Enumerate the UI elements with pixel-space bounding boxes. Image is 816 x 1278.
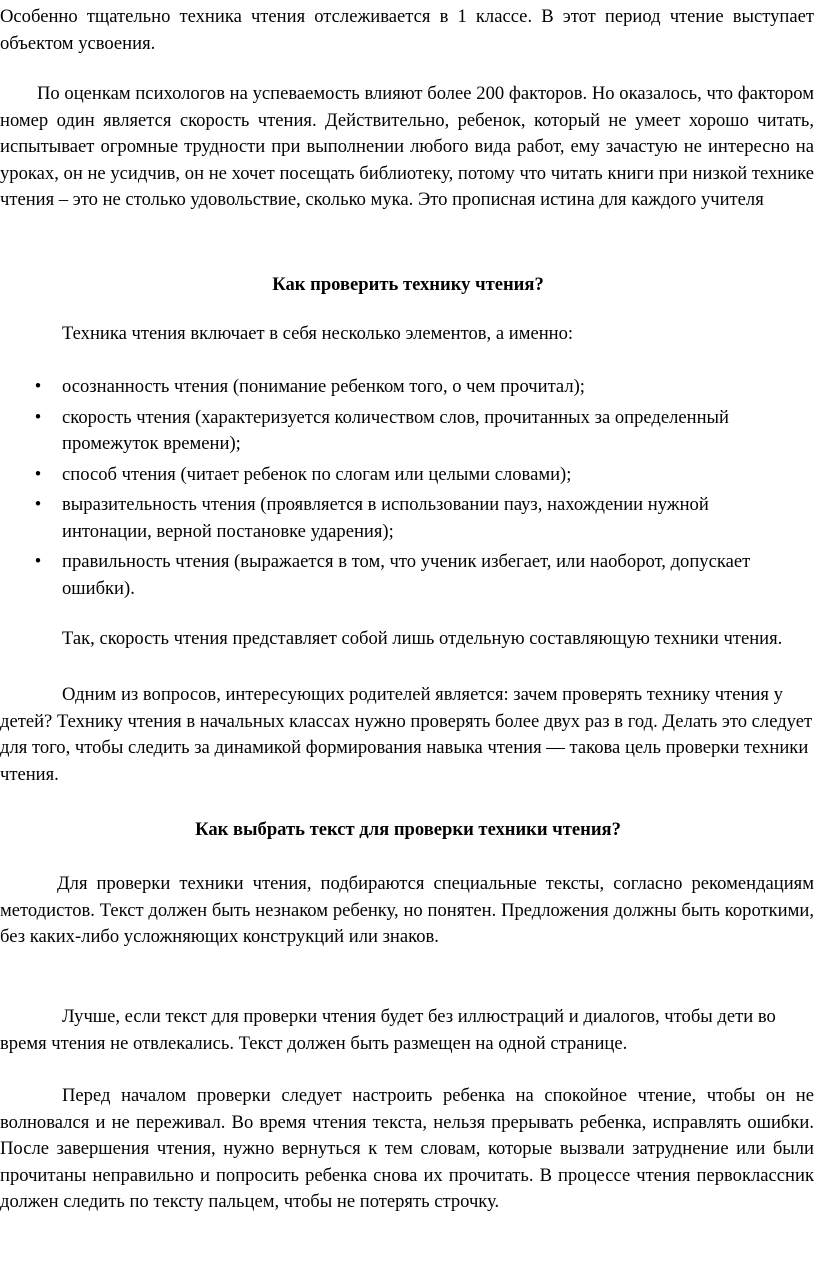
bullet-icon: • [34, 406, 42, 428]
heading-how-to-choose-text: Как выбрать текст для проверки техники чтения? [195, 819, 621, 840]
elements-intro-paragraph: Техника чтения включает в себя несколько элементов, а именно: [62, 323, 574, 344]
list-item [0, 374, 780, 401]
list-item-text: способ чтения (читает ребенок по слогам или целыми словами); [62, 463, 572, 485]
reading-elements-list [0, 374, 780, 606]
heading-how-to-check-reading: Как проверить технику чтения? [272, 274, 544, 295]
list-item-text: осознанность чтения (понимание ребенком того, о чем прочитал); [62, 376, 585, 397]
list-item-text: правильность чтения (выражается в том, что ученик избегает, или наоборот, допускает ошибки). [62, 551, 751, 599]
list-item [0, 492, 780, 545]
factors-paragraph: По оценкам психологов на успеваемость влияют более 200 факторов. Но оказалось, что фактором номер один является скорость чтения. Действительно, ребенок, который не умеет хорошо читать, испытывает огромные трудности при выполнении любого вида работ, ему зачастую не интересно на уроках, он не усидчив, он не хочет посещать библиотеку, потому что читать книги при низкой технике чтения – это не столько удовольствие, сколько мука. Это прописная истина для каждого учителя [0, 83, 814, 210]
list-item [0, 462, 780, 489]
bullet-icon: • [34, 551, 42, 572]
bullet-icon: • [34, 376, 42, 397]
bullet-icon: • [34, 494, 42, 515]
bullet-icon: • [34, 463, 42, 485]
illustrations-paragraph: Лучше, если текст для проверки чтения будет без иллюстраций и диалогов, чтобы дети во время чтения не отвлекались. Текст должен быть размещен на одной странице. [0, 1006, 776, 1054]
list-item-text: скорость чтения (характеризуется количеством слов, прочитанных за определенный промежуток времени); [62, 406, 729, 454]
text-choice-paragraph: Для проверки техники чтения, подбираются специальные тексты, согласно рекомендациям методистов. Текст должен быть незнаком ребенку, но понятен. Предложения должны быть короткими, без каких-либо усложняющих конструкций или знаков. [0, 873, 814, 947]
speed-paragraph: Так, скорость чтения представляет собой лишь отдельную составляющую техники чтения. [62, 628, 783, 649]
intro-paragraph: Особенно тщательно техника чтения отслеживается в 1 классе. В этот период чтение выступает объектом усвоения. [0, 6, 814, 54]
parents-question-paragraph: Одним из вопросов, интересующих родителей является: зачем проверять технику чтения у детей? Технику чтения в начальных классах нужно проверять более двух раз в год. Делать это следует для того, чтобы следить за динамикой формирования навыка чтения — такова цель проверки техники чтения. [0, 684, 813, 785]
list-item [0, 549, 780, 602]
list-item [0, 405, 780, 458]
procedure-paragraph: Перед началом проверки следует настроить ребенка на спокойное чтение, чтобы он не волновался и не переживал. Во время чтения текста, нельзя прерывать ребенка, исправлять ошибки. После завершения чтения, нужно вернуться к тем словам, которые вызвали затруднение или были прочитаны неправильно и попросить ребенка снова их прочитать. В процессе чтения первоклассник должен следить по тексту пальцем, чтобы не потерять строчку. [0, 1085, 814, 1212]
list-item-text: выразительность чтения (проявляется в использовании пауз, нахождении нужной интонации, верной постановке ударения); [62, 494, 709, 542]
